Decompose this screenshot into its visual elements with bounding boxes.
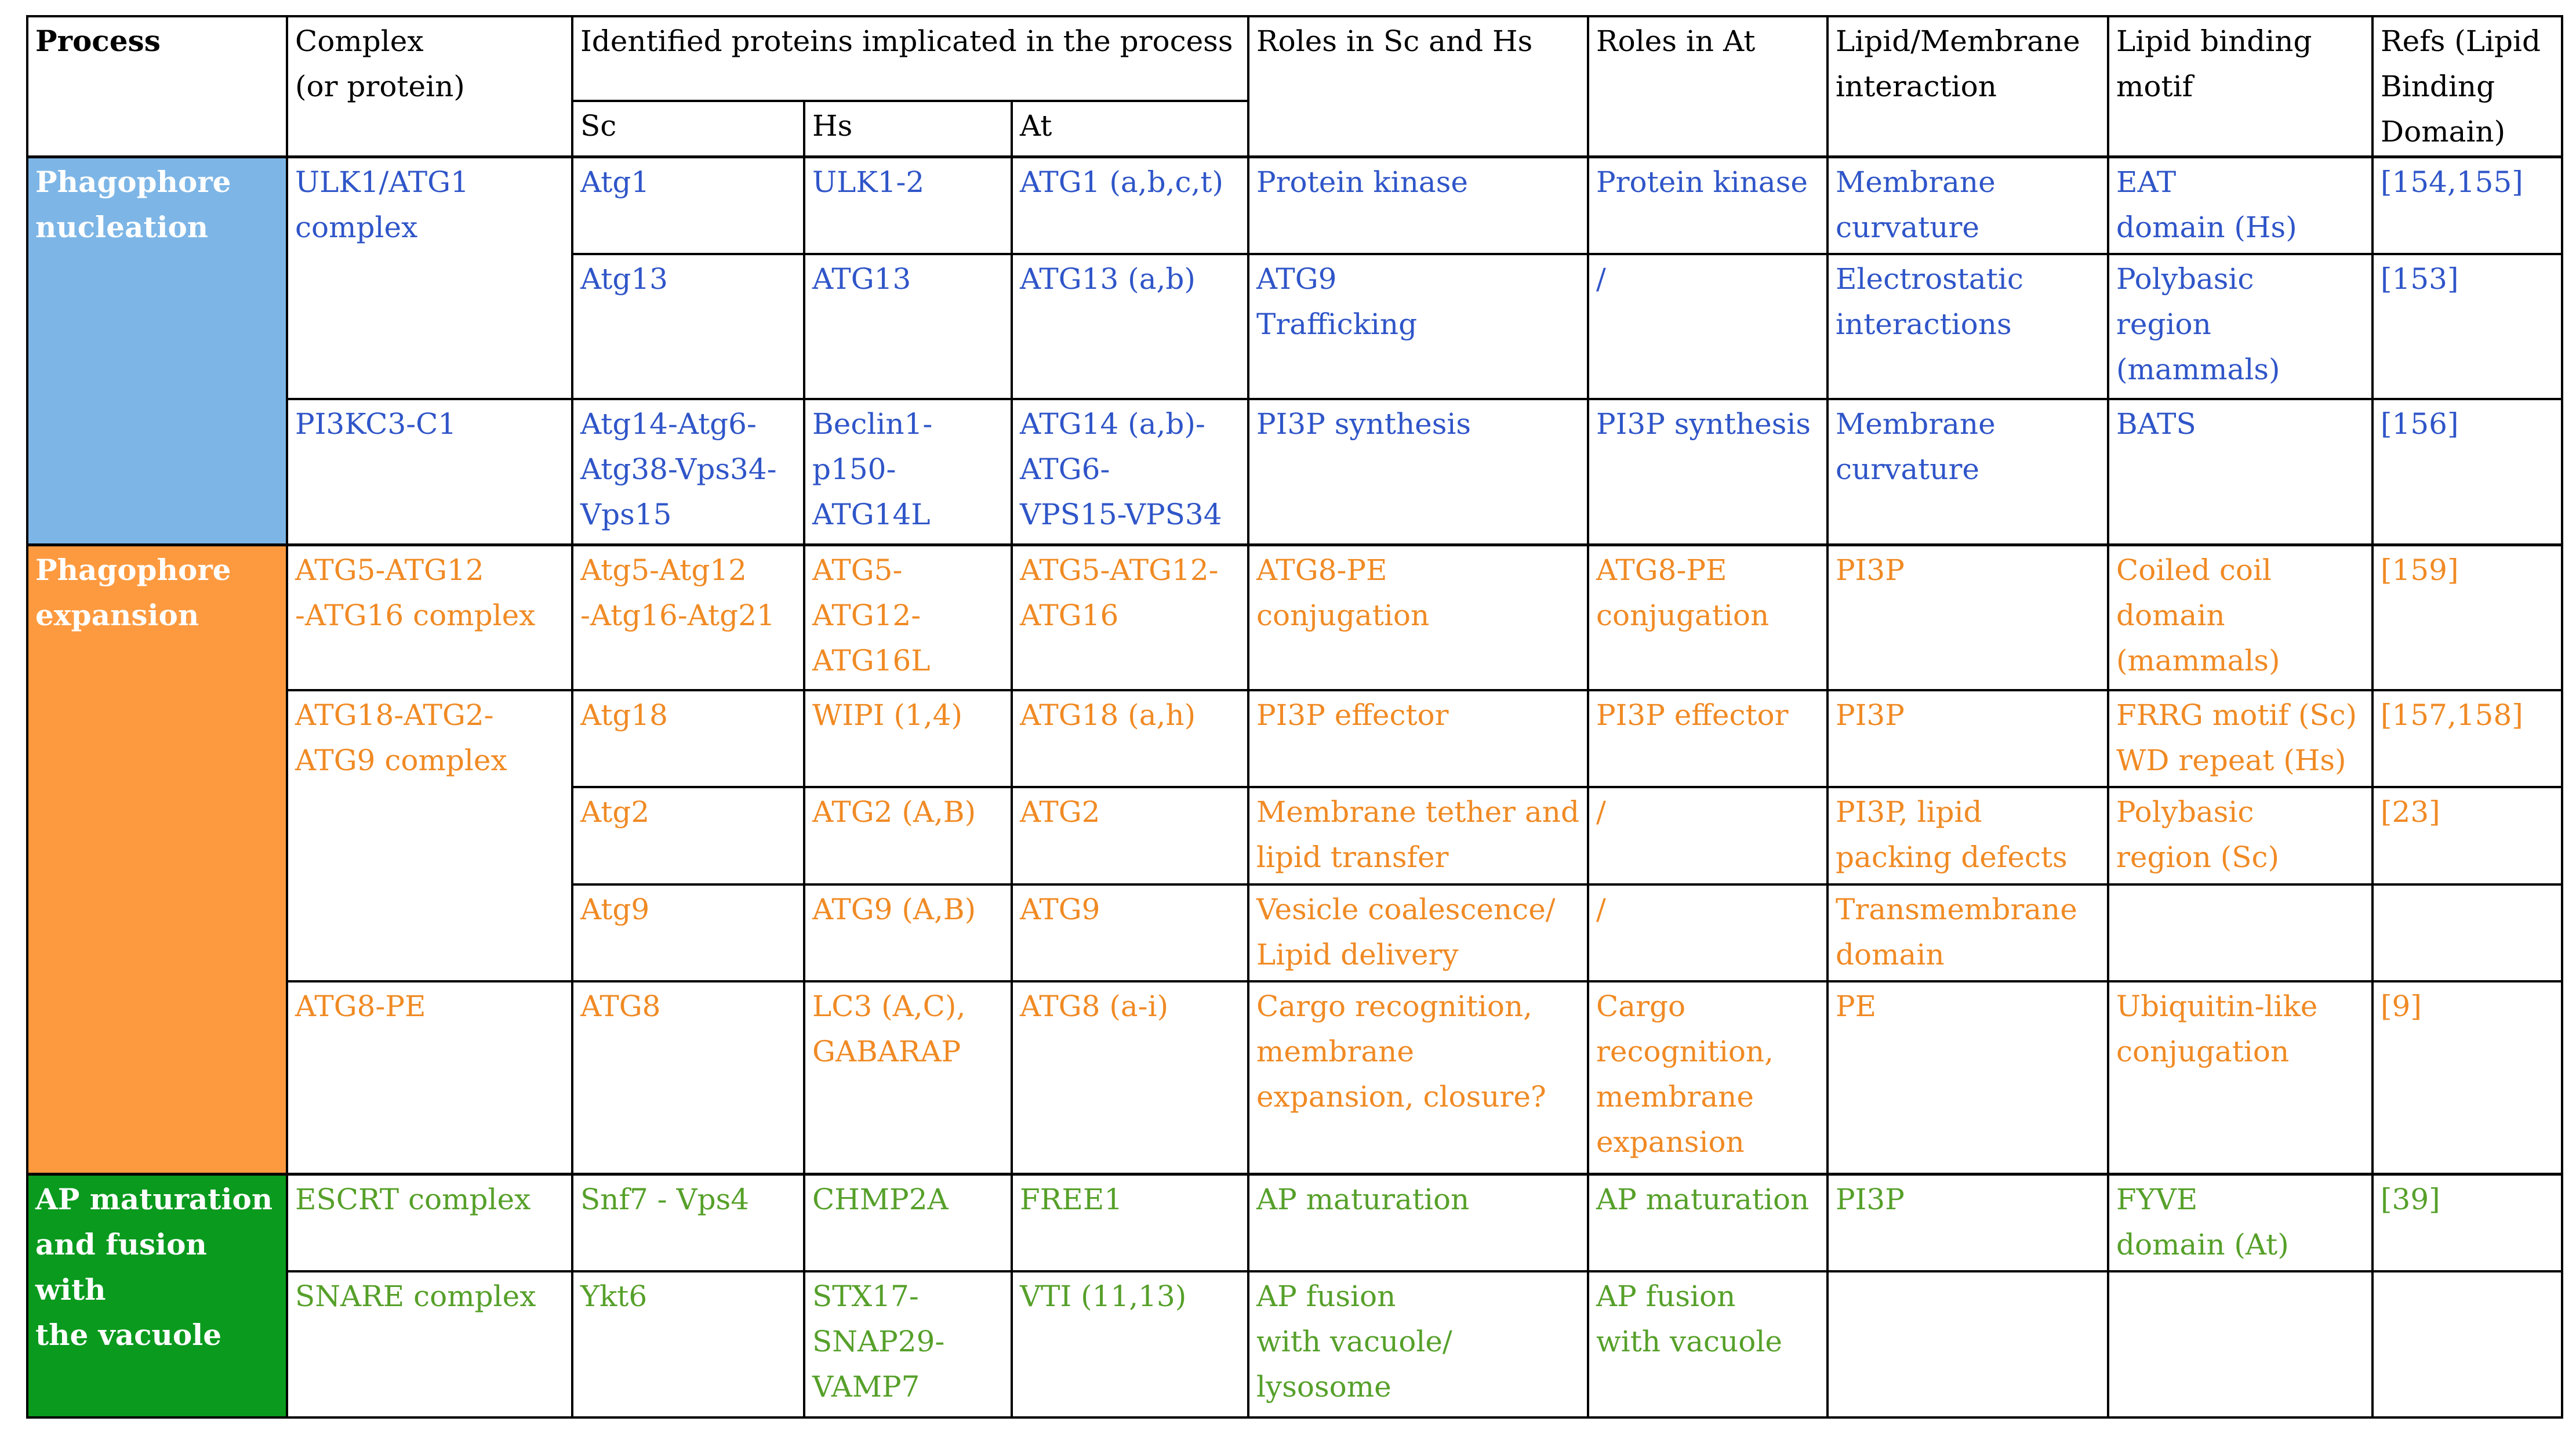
hs-cell: ATG9 (A,B): [804, 884, 1012, 981]
refs-cell: [2372, 1271, 2562, 1417]
refs-cell: [9]: [2372, 981, 2562, 1174]
hs-cell: CHMP2A: [804, 1174, 1012, 1271]
at-cell: ATG13 (a,b): [1012, 254, 1248, 399]
at-cell: ATG9: [1012, 884, 1248, 981]
motif-cell: Polybasic region (mammals): [2108, 254, 2372, 399]
header-identified-proteins: Identified proteins implicated in the process: [572, 16, 1248, 101]
lipid-cell: Transmembrane domain: [1827, 884, 2108, 981]
hs-cell: Beclin1-p150- ATG14L: [804, 399, 1012, 545]
motif-cell: FRRG motif (Sc) WD repeat (Hs): [2108, 690, 2372, 787]
sc-cell: Ykt6: [572, 1271, 804, 1417]
roles-sc-hs-cell: Protein kinase: [1248, 157, 1588, 253]
hs-cell: ULK1-2: [804, 157, 1012, 253]
header-at: At: [1012, 101, 1248, 157]
sc-cell: Atg5-Atg12 -Atg16-Atg21: [572, 545, 804, 690]
hs-cell: LC3 (A,C), GABARAP: [804, 981, 1012, 1174]
sc-cell: Snf7 - Vps4: [572, 1174, 804, 1271]
complex-cell: ULK1/ATG1 complex: [287, 157, 572, 398]
hs-cell: ATG2 (A,B): [804, 787, 1012, 884]
roles-at-cell: PI3P synthesis: [1588, 399, 1827, 545]
motif-cell: Coiled coil domain (mammals): [2108, 545, 2372, 690]
lipid-cell: Membrane curvature: [1827, 157, 2108, 253]
lipid-cell: Electrostatic interactions: [1827, 254, 2108, 399]
sc-cell: Atg2: [572, 787, 804, 884]
complex-cell: ATG5-ATG12 -ATG16 complex: [287, 545, 572, 690]
complex-cell: SNARE complex: [287, 1271, 572, 1417]
refs-cell: [157,158]: [2372, 690, 2562, 787]
roles-at-cell: AP fusion with vacuole: [1588, 1271, 1827, 1417]
hs-cell: ATG5- ATG12- ATG16L: [804, 545, 1012, 690]
hs-cell: ATG13: [804, 254, 1012, 399]
header-refs: Refs (Lipid Binding Domain): [2372, 16, 2562, 157]
complex-cell: ATG8-PE: [287, 981, 572, 1174]
roles-sc-hs-cell: ATG8-PE conjugation: [1248, 545, 1588, 690]
header-process: Process: [27, 16, 287, 157]
roles-sc-hs-cell: PI3P synthesis: [1248, 399, 1588, 545]
roles-sc-hs-cell: Vesicle coalescence/ Lipid delivery: [1248, 884, 1588, 981]
process-phagophore-expansion: Phagophore expansion: [27, 545, 287, 1174]
roles-sc-hs-cell: AP fusion with vacuole/ lysosome: [1248, 1271, 1588, 1417]
roles-at-cell: PI3P effector: [1588, 690, 1827, 787]
header-lipid-membrane: Lipid/Membrane interaction: [1827, 16, 2108, 157]
at-cell: ATG18 (a,h): [1012, 690, 1248, 787]
roles-at-cell: /: [1588, 254, 1827, 399]
roles-at-cell: /: [1588, 884, 1827, 981]
roles-at-cell: Cargo recognition, membrane expansion: [1588, 981, 1827, 1174]
header-roles-sc-hs: Roles in Sc and Hs: [1248, 16, 1588, 157]
lipid-cell: [1827, 1271, 2108, 1417]
complex-cell: PI3KC3-C1: [287, 399, 572, 545]
complex-cell: ATG18-ATG2- ATG9 complex: [287, 690, 572, 981]
sc-cell: Atg1: [572, 157, 804, 253]
lipid-cell: PI3P: [1827, 690, 2108, 787]
motif-cell: [2108, 1271, 2372, 1417]
refs-cell: [154,155]: [2372, 157, 2562, 253]
table-row: [27, 1271, 2562, 1417]
sc-cell: Atg18: [572, 690, 804, 787]
sc-cell: Atg14-Atg6- Atg38-Vps34- Vps15: [572, 399, 804, 545]
sc-cell: ATG8: [572, 981, 804, 1174]
motif-cell: Polybasic region (Sc): [2108, 787, 2372, 884]
hs-cell: WIPI (1,4): [804, 690, 1012, 787]
header-lipid-motif: Lipid binding motif: [2108, 16, 2372, 157]
motif-cell: [2108, 884, 2372, 981]
refs-cell: [39]: [2372, 1174, 2562, 1271]
sc-cell: Atg9: [572, 884, 804, 981]
roles-sc-hs-cell: AP maturation: [1248, 1174, 1588, 1271]
autophagy-protein-table: [26, 15, 2563, 1419]
motif-cell: FYVE domain (At): [2108, 1174, 2372, 1271]
lipid-cell: PI3P, lipid packing defects: [1827, 787, 2108, 884]
lipid-cell: Membrane curvature: [1827, 399, 2108, 545]
refs-cell: [159]: [2372, 545, 2562, 690]
motif-cell: EAT domain (Hs): [2108, 157, 2372, 253]
at-cell: ATG8 (a-i): [1012, 981, 1248, 1174]
hs-cell: STX17- SNAP29- VAMP7: [804, 1271, 1012, 1417]
roles-at-cell: Protein kinase: [1588, 157, 1827, 253]
refs-cell: [153]: [2372, 254, 2562, 399]
header-complex: Complex (or protein): [287, 16, 572, 157]
refs-cell: [2372, 884, 2562, 981]
header-sc: Sc: [572, 101, 804, 157]
header-roles-at: Roles in At: [1588, 16, 1827, 157]
refs-cell: [23]: [2372, 787, 2562, 884]
process-ap-maturation-fusion: AP maturation and fusion with the vacuole: [27, 1174, 287, 1417]
roles-sc-hs-cell: Cargo recognition, membrane expansion, closure?: [1248, 981, 1588, 1174]
roles-at-cell: ATG8-PE conjugation: [1588, 545, 1827, 690]
table-row: [27, 690, 2562, 787]
motif-cell: BATS: [2108, 399, 2372, 545]
roles-at-cell: /: [1588, 787, 1827, 884]
roles-sc-hs-cell: Membrane tether and lipid transfer: [1248, 787, 1588, 884]
lipid-cell: PI3P: [1827, 545, 2108, 690]
roles-at-cell: AP maturation: [1588, 1174, 1827, 1271]
roles-sc-hs-cell: PI3P effector: [1248, 690, 1588, 787]
table-row: [27, 1174, 2562, 1271]
table-row: [27, 545, 2562, 690]
at-cell: ATG2: [1012, 787, 1248, 884]
table-row: [27, 157, 2562, 253]
at-cell: FREE1: [1012, 1174, 1248, 1271]
at-cell: ATG1 (a,b,c,t): [1012, 157, 1248, 253]
roles-sc-hs-cell: ATG9 Trafficking: [1248, 254, 1588, 399]
table-row: [27, 399, 2562, 545]
sc-cell: Atg13: [572, 254, 804, 399]
at-cell: ATG5-ATG12- ATG16: [1012, 545, 1248, 690]
table-row: [27, 981, 2562, 1174]
process-phagophore-nucleation: Phagophore nucleation: [27, 157, 287, 545]
header-hs: Hs: [804, 101, 1012, 157]
motif-cell: Ubiquitin-like conjugation: [2108, 981, 2372, 1174]
at-cell: VTI (11,13): [1012, 1271, 1248, 1417]
lipid-cell: PE: [1827, 981, 2108, 1174]
complex-cell: ESCRT complex: [287, 1174, 572, 1271]
at-cell: ATG14 (a,b)- ATG6- VPS15-VPS34: [1012, 399, 1248, 545]
lipid-cell: PI3P: [1827, 1174, 2108, 1271]
refs-cell: [156]: [2372, 399, 2562, 545]
